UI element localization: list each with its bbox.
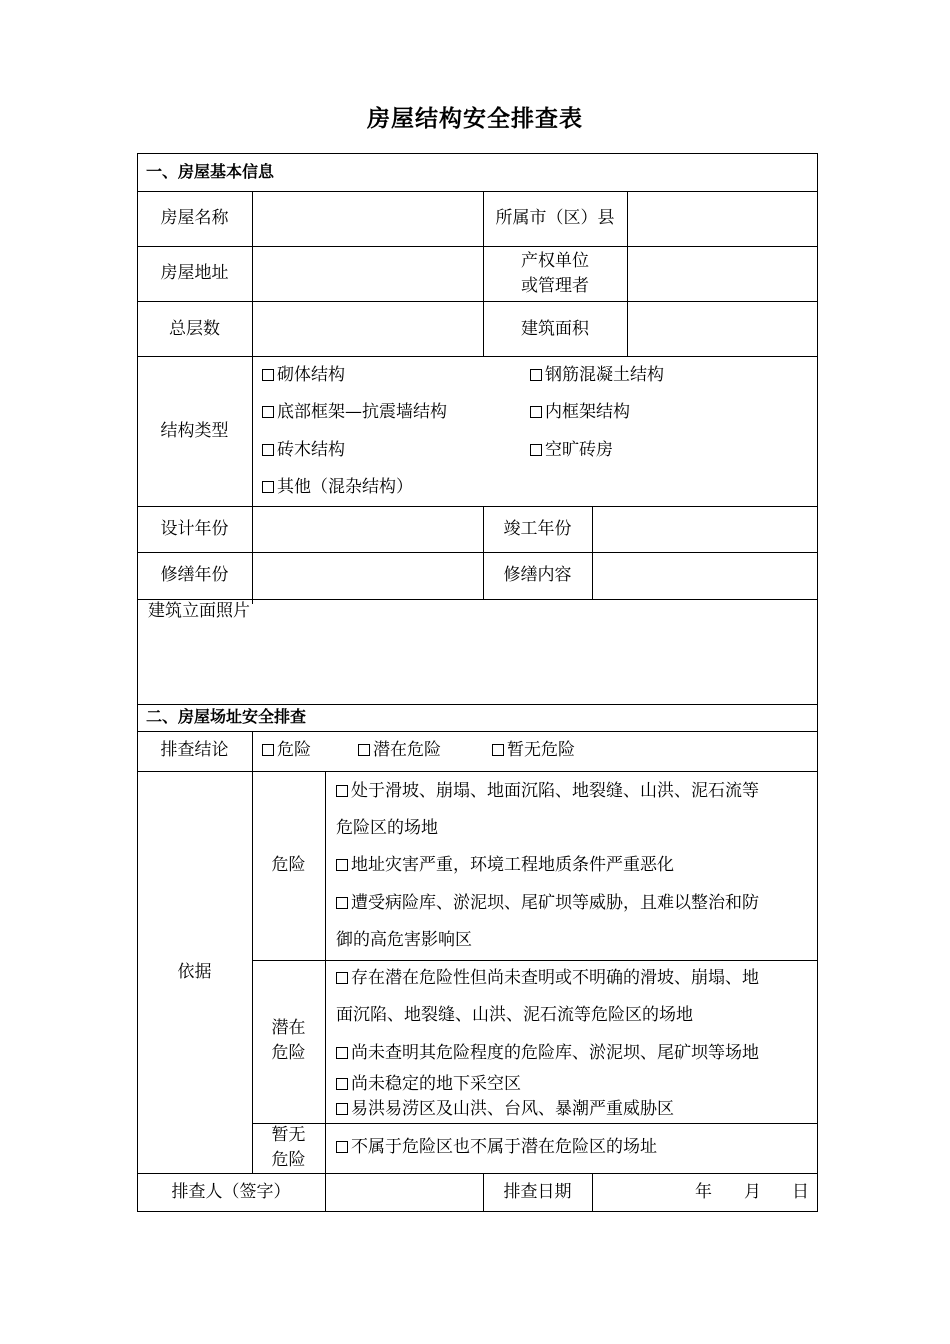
- house-address-label: 房屋地址: [160, 263, 229, 283]
- owner-label-line2: 或管理者: [521, 276, 589, 296]
- no-danger-label-line1: 暂无: [271, 1125, 306, 1145]
- danger-criterion-1-cont: 危险区的场地: [336, 818, 438, 838]
- area-label: 建筑面积: [521, 319, 589, 339]
- checkbox-icon[interactable]: [262, 444, 274, 456]
- column-divider: [592, 1173, 593, 1212]
- structure-option-open-brick[interactable]: 空旷砖房: [530, 440, 613, 460]
- no-danger-criterion-1[interactable]: 不属于危险区也不属于潜在危险区的场址: [336, 1137, 657, 1157]
- section-heading-basic-info: 一、房屋基本信息: [146, 162, 275, 181]
- column-divider: [592, 506, 593, 599]
- checkbox-icon[interactable]: [530, 444, 542, 456]
- date-year-unit: 年: [695, 1182, 712, 1202]
- county-label: 所属市（区）县: [495, 208, 615, 228]
- row-divider: [137, 246, 252, 247]
- potential-criterion-4[interactable]: 易洪易涝区及山洪、台风、暴潮严重威胁区: [336, 1099, 674, 1119]
- form-title: 房屋结构安全排查表: [367, 106, 583, 132]
- design-year-label: 设计年份: [160, 519, 229, 539]
- inspection-date-label: 排查日期: [503, 1182, 572, 1202]
- date-day-unit: 日: [792, 1182, 809, 1202]
- checkbox-icon[interactable]: [492, 744, 504, 756]
- row-divider: [137, 599, 818, 600]
- conclusion-option-potential[interactable]: 潜在危险: [358, 740, 441, 760]
- row-divider: [137, 1173, 818, 1174]
- building-photo-label: 建筑立面照片: [148, 601, 250, 621]
- row-divider: [137, 771, 818, 772]
- section-heading-site-safety: 二、房屋场址安全排查: [146, 707, 307, 726]
- checkbox-icon[interactable]: [262, 744, 274, 756]
- structure-option-brick-wood[interactable]: 砖木结构: [262, 440, 345, 460]
- row-divider: [252, 246, 818, 247]
- checkbox-icon[interactable]: [262, 406, 274, 418]
- column-divider: [627, 191, 628, 356]
- structure-option-bottom-frame[interactable]: 底部框架—抗震墙结构: [262, 402, 447, 422]
- column-divider: [325, 771, 326, 1212]
- danger-criterion-3-cont: 御的高危害影响区: [336, 930, 472, 950]
- house-name-label: 房屋名称: [160, 208, 229, 228]
- row-divider: [252, 1123, 818, 1124]
- row-divider: [137, 356, 818, 357]
- danger-label: 危险: [271, 855, 306, 875]
- structure-option-other[interactable]: 其他（混杂结构）: [262, 477, 413, 497]
- inspector-signature-label: 排查人（签字）: [171, 1182, 291, 1202]
- checkbox-icon[interactable]: [336, 1103, 348, 1115]
- checkbox-icon[interactable]: [262, 369, 274, 381]
- row-divider: [137, 301, 818, 302]
- potential-criterion-1-cont: 面沉陷、地裂缝、山洪、泥石流等危险区的场地: [336, 1005, 693, 1025]
- conclusion-label: 排查结论: [160, 740, 229, 760]
- row-divider: [137, 731, 818, 732]
- potential-criterion-2[interactable]: 尚未查明其危险程度的危险库、淤泥坝、尾矿坝等场地: [336, 1043, 759, 1063]
- structure-option-inner-frame[interactable]: 内框架结构: [530, 402, 630, 422]
- potential-criterion-1[interactable]: 存在潜在危险性但尚未查明或不明确的滑坡、崩塌、地: [336, 968, 759, 988]
- potential-danger-label-line1: 潜在: [271, 1018, 306, 1038]
- checkbox-icon[interactable]: [336, 1078, 348, 1090]
- row-divider: [137, 506, 818, 507]
- repair-year-label: 修缮年份: [160, 565, 229, 585]
- completion-year-label: 竣工年份: [503, 519, 572, 539]
- potential-criterion-3[interactable]: 尚未稳定的地下采空区: [336, 1074, 521, 1094]
- danger-criterion-2[interactable]: 地址灾害严重，环境工程地质条件严重恶化: [336, 855, 674, 875]
- potential-danger-label-line2: 危险: [271, 1043, 306, 1063]
- checkbox-icon[interactable]: [336, 1047, 348, 1059]
- checkbox-icon[interactable]: [336, 1141, 348, 1153]
- structure-option-masonry[interactable]: 砌体结构: [262, 365, 345, 385]
- floors-label: 总层数: [169, 319, 220, 339]
- checkbox-icon[interactable]: [530, 406, 542, 418]
- conclusion-option-danger[interactable]: 危险: [262, 740, 311, 760]
- checkbox-icon[interactable]: [336, 785, 348, 797]
- no-danger-label-line2: 危险: [271, 1150, 306, 1170]
- row-divider: [137, 552, 818, 553]
- checkbox-icon[interactable]: [262, 481, 274, 493]
- danger-criterion-1[interactable]: 处于滑坡、崩塌、地面沉陷、地裂缝、山洪、泥石流等: [336, 781, 759, 801]
- checkbox-icon[interactable]: [530, 369, 542, 381]
- checkbox-icon[interactable]: [336, 897, 348, 909]
- checkbox-icon[interactable]: [336, 972, 348, 984]
- checkbox-icon[interactable]: [358, 744, 370, 756]
- checkbox-icon[interactable]: [336, 859, 348, 871]
- date-month-unit: 月: [744, 1182, 761, 1202]
- row-divider: [137, 191, 818, 192]
- structure-type-label: 结构类型: [160, 421, 229, 441]
- row-divider: [137, 704, 818, 705]
- basis-label: 依据: [177, 962, 212, 982]
- danger-criterion-3[interactable]: 遭受病险库、淤泥坝、尾矿坝等威胁，且难以整治和防: [336, 893, 759, 913]
- repair-content-label: 修缮内容: [503, 565, 572, 585]
- column-divider: [252, 191, 253, 604]
- conclusion-option-none[interactable]: 暂无危险: [492, 740, 575, 760]
- row-divider: [252, 960, 818, 961]
- structure-option-rc[interactable]: 钢筋混凝土结构: [530, 365, 664, 385]
- owner-label-line1: 产权单位: [521, 251, 589, 271]
- column-divider: [252, 731, 253, 1173]
